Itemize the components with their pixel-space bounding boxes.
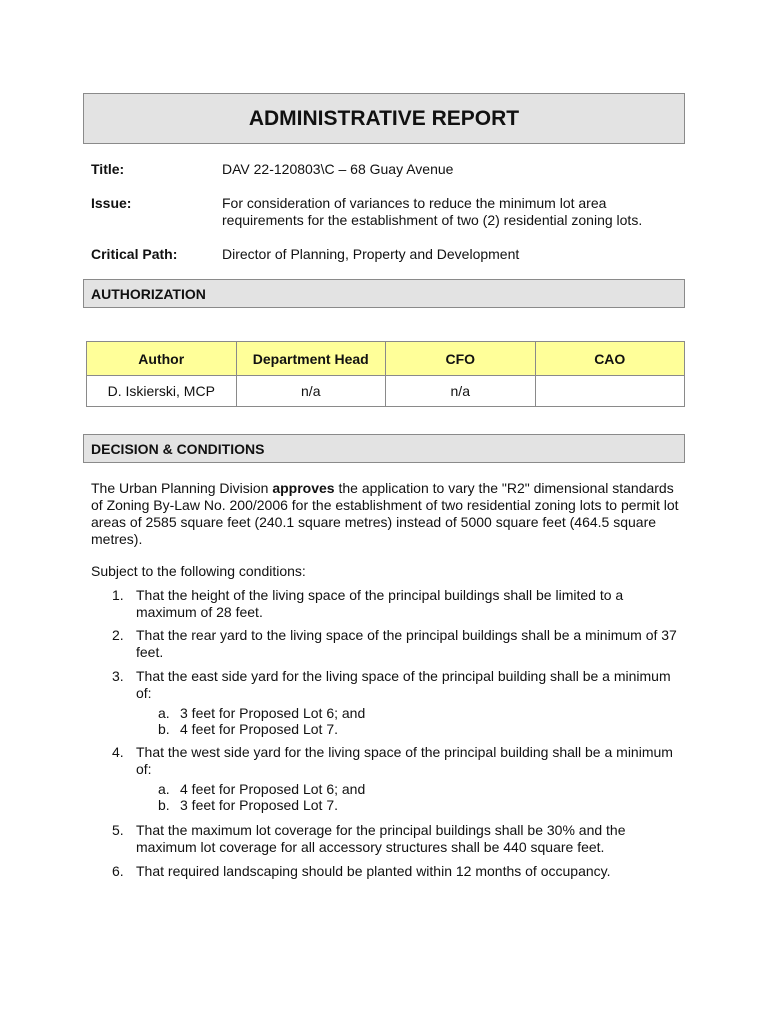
sub-condition-item [158,705,365,721]
intro-text-post: the application to vary the "R2" dimensional standards of Zoning By-Law No. 200/2006 for the establishment of two residential zoning lots to permit lot areas of 2585 square feet (240.1 square metres) instead of 5000 square feet (464.5 square metres). [91,480,679,547]
department-head-value: n/a [236,376,386,407]
sub-condition-text: 4 feet for Proposed Lot 6; and [180,781,366,797]
title-value: DAV 22-120803\C – 68 Guay Avenue [222,161,454,177]
condition-text: That the east side yard for the living space of the principal building shall be a minimum of: [136,668,671,701]
condition-item [112,587,682,621]
sub-condition-letter: a. [158,781,170,797]
title-label: Title: [91,161,125,177]
condition-number: 2. [112,627,124,643]
condition-number: 6. [112,863,124,879]
critical-path-value: Director of Planning, Property and Development [222,246,520,262]
author-value: D. Iskierski, MCP [87,376,237,407]
cao-header: CAO [535,342,685,376]
sub-condition-item [158,781,365,797]
authorization-table [86,341,685,407]
authorization-heading: AUTHORIZATION [83,279,685,308]
decision-intro [91,480,681,548]
condition-number: 4. [112,744,124,760]
intro-approves: approves [272,480,335,496]
issue-label: Issue: [91,195,132,211]
condition-text: That the west side yard for the living space of the principal building shall be a minimum of: [136,744,673,777]
sub-condition-letter: b. [158,797,170,813]
condition-item [112,822,682,856]
condition-item [112,863,682,880]
sub-condition-letter: a. [158,705,170,721]
condition-number: 5. [112,822,124,838]
report-title: ADMINISTRATIVE REPORT [83,93,685,144]
intro-text-pre: The Urban Planning Division [91,480,273,496]
sub-condition-item [158,797,338,813]
sub-condition-letter: b. [158,721,170,737]
cfo-value: n/a [386,376,536,407]
sub-condition-text: 3 feet for Proposed Lot 7. [180,797,338,813]
condition-item [112,668,682,702]
sub-condition-item [158,721,338,737]
cao-value [535,376,685,407]
condition-text: That the rear yard to the living space of the principal buildings shall be a minimum of 37 feet. [136,627,677,660]
authorization-value-row [87,376,685,407]
sub-condition-text: 3 feet for Proposed Lot 6; and [180,705,366,721]
issue-value: For consideration of variances to reduce the minimum lot area requirements for the establishment of two (2) residential zoning lots. [222,195,643,228]
condition-number: 1. [112,587,124,603]
cfo-header: CFO [386,342,536,376]
condition-text: That the maximum lot coverage for the principal buildings shall be 30% and the maximum lot coverage for all accessory structures shall be 440 square feet. [136,822,626,855]
condition-text: That required landscaping should be planted within 12 months of occupancy. [136,863,611,879]
decision-heading: DECISION & CONDITIONS [83,434,685,463]
department-head-header: Department Head [236,342,386,376]
authorization-header-row [87,342,685,376]
author-header: Author [87,342,237,376]
condition-item [112,744,682,778]
condition-number: 3. [112,668,124,684]
conditions-subject: Subject to the following conditions: [91,563,306,579]
critical-path-label: Critical Path: [91,246,178,262]
condition-item [112,627,682,661]
condition-text: That the height of the living space of the principal buildings shall be limited to a maximum of 28 feet. [136,587,624,620]
sub-condition-text: 4 feet for Proposed Lot 7. [180,721,338,737]
